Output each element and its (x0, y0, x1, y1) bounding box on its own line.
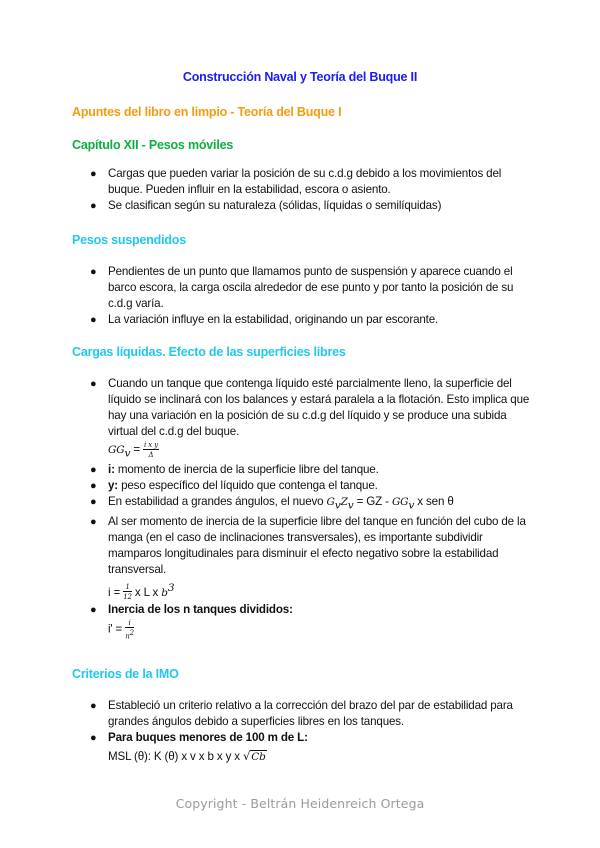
formula-ggv: $GG_v$ = $\frac{\text{i x y}}{\Delta}$ (108, 441, 158, 460)
bullet-icon: ● (90, 168, 97, 180)
bullet-icon: ● (90, 515, 97, 528)
list-item: ● Al ser momento de inercia de la superficie libre del tanque en función del cubo de la manga (en el caso de inclinaciones transversales), es importante subdividir mamparos longitudinales para disminuir el efecto negativo sobre la estabilidad transversal. i = $\frac{1}{12}$ x L x $b^3$ (90, 514, 530, 602)
bullet-icon: ● (90, 464, 97, 477)
document-title: Construcción Naval y Teoría del Buque II (182, 70, 418, 84)
list-item: ● En estabilidad a grandes ángulos, el nuevo $G_vZ_v$ = GZ - $GG_v$ x sen θ (90, 495, 454, 512)
section-heading-criterios-imo: Criterios de la IMO (72, 667, 179, 681)
bullet-icon: ● (90, 496, 97, 509)
document-subtitle: Apuntes del libro en limpio - Teoría del Buque I (72, 105, 342, 119)
section2-bullet-list (90, 376, 530, 640)
bullet-icon: ● (90, 700, 97, 712)
section-heading-pesos-suspendidos: Pesos suspendidos (72, 233, 186, 247)
section1-bullet-list (90, 264, 530, 328)
list-item: ● i: momento de inercia de la superficie libre del tanque. (90, 463, 379, 477)
section-heading-cargas-liquidas: Cargas líquidas. Efecto de las superficies libres (72, 345, 346, 359)
bullet-icon: ● (90, 266, 97, 278)
bullet-icon: ● (90, 480, 97, 493)
chapter-bullet-list (90, 166, 530, 214)
chapter-heading: Capítulo XII - Pesos móviles (72, 138, 234, 152)
bullet-icon: ● (90, 603, 97, 616)
formula-msl: MSL (θ): K (θ) x v x b x y x √Cb (108, 749, 266, 763)
formula-divided-tanks: i' = $\frac{i}{n^2}$ (108, 618, 134, 640)
list-item: ● La variación influye en la estabilidad, originando un par escorante. (90, 313, 439, 326)
list-item: ● Cuando un tanque que contenga líquido esté parcialmente lleno, la superficie del líquido se inclinará con los balances y estará paralela a la flotación. Esto implica que hay una variación en la posición de su c.d.g del líquido y se produce una subida virtual del c.d.g del buque. $GG_v$ = $\frac{\text{i x y}}{\Delta}$ (90, 376, 530, 462)
copyright-footer: Copyright - Beltrán Heidenreich Ortega (175, 796, 425, 811)
list-item: ● Cargas que pueden variar la posición de su c.d.g debido a los movimientos del buque. Pueden influir en la estabilidad, escora o asiento. (90, 167, 502, 196)
bullet-icon: ● (90, 200, 97, 212)
list-item: ● Se clasifican según su naturaleza (sólidas, líquidas o semilíquidas) (90, 199, 442, 212)
list-item: ● Inercia de los n tanques divididos: i' = $\frac{i}{n^2}$ (90, 602, 530, 640)
section3-bullet-list (90, 698, 530, 766)
bullet-icon: ● (90, 314, 97, 326)
list-item: ● y: peso específico del líquido que contenga el tanque. (90, 479, 378, 493)
list-item: ● Estableció un criterio relativo a la corrección del brazo del par de estabilidad para grandes ángulos debido a superficies libres en los tanques. (90, 699, 513, 728)
bullet-icon: ● (90, 732, 97, 744)
list-item: ● Pendientes de un punto que llamamos punto de suspensión y aparece cuando el barco escora, la carga oscila alrededor de ese punto y por tanto la posición de su c.d.g varía. (90, 265, 514, 310)
bullet-icon: ● (90, 378, 97, 390)
list-item: ● Para buques menores de 100 m de L: MSL (θ): K (θ) x v x b x y x √Cb (90, 730, 530, 766)
formula-inertia: i = $\frac{1}{12}$ x L x $b^3$ (108, 581, 175, 602)
